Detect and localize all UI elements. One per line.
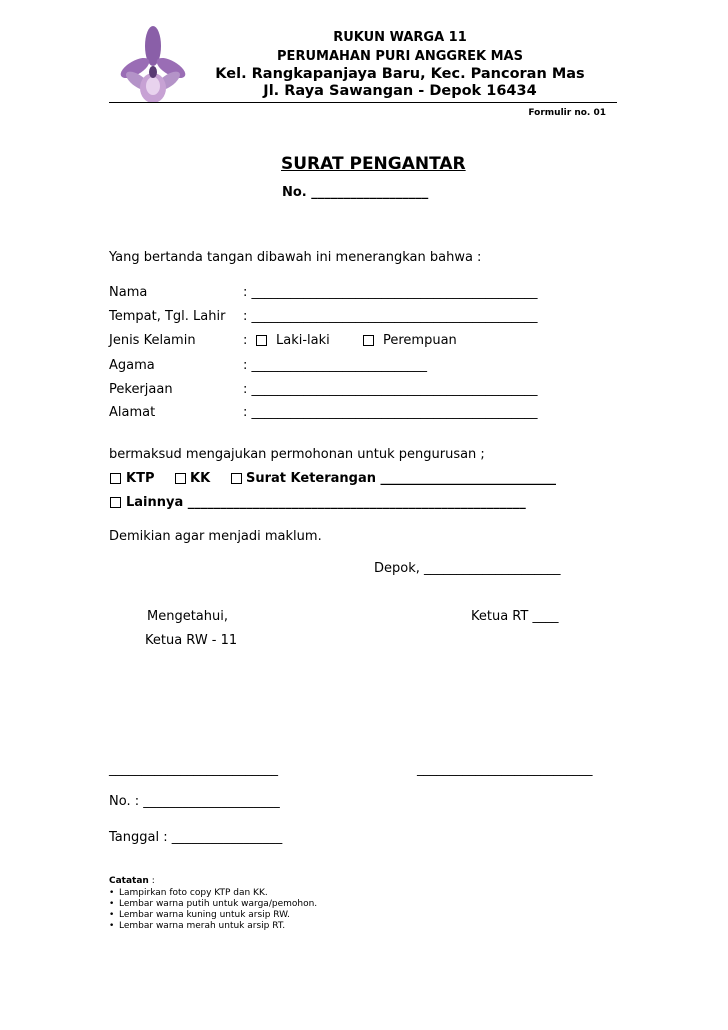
laki-laki-label: Laki-laki — [276, 333, 330, 348]
page-title: SURAT PENGANTAR — [281, 154, 466, 174]
tanggal-line: Tanggal : _________________ — [109, 830, 283, 845]
ketua-rw-label: Ketua RW - 11 — [145, 633, 238, 648]
notes-title: Catatan — [109, 876, 149, 886]
place-date-line: Depok, _____________________ — [374, 561, 561, 576]
pekerjaan-label: Pekerjaan — [109, 382, 173, 397]
ttl-label: Tempat, Tgl. Lahir — [109, 309, 226, 324]
kk-label: KK — [190, 471, 211, 486]
alamat-label: Alamat — [109, 405, 156, 420]
form-number: Formulir no. 01 — [528, 108, 606, 118]
notes-colon: : — [148, 876, 155, 886]
letter-number-line: No. __________________ — [282, 185, 429, 200]
rw-signature-line: __________________________ — [109, 762, 278, 777]
note-item: • Lembar warna merah untuk arsip RT. — [109, 921, 317, 932]
header-line3: Kel. Rangkapanjaya Baru, Kec. Pancoran Mas — [215, 66, 585, 82]
kk-checkbox[interactable] — [175, 473, 186, 484]
ktp-checkbox[interactable] — [110, 473, 121, 484]
notes-list — [109, 888, 317, 932]
note-item: • Lampirkan foto copy KTP dan KK. — [109, 888, 317, 899]
pekerjaan-field: : ____________________________________________ — [243, 382, 538, 397]
header-line4: Jl. Raya Sawangan - Depok 16434 — [263, 83, 537, 99]
nama-field: : ____________________________________________ — [243, 285, 538, 300]
surat-keterangan-label: Surat Keterangan ___________________________ — [246, 471, 557, 486]
rt-signature-line: ___________________________ — [417, 762, 593, 777]
mengetahui-label: Mengetahui, — [147, 609, 228, 624]
ttl-field: : ____________________________________________ — [243, 309, 538, 324]
agama-field: : ___________________________ — [243, 358, 428, 373]
purpose-text: bermaksud mengajukan permohonan untuk pengurusan ; — [109, 447, 485, 462]
alamat-field: : ____________________________________________ — [243, 405, 538, 420]
perempuan-checkbox[interactable] — [363, 335, 374, 346]
lainnya-checkbox[interactable] — [110, 497, 121, 508]
ketua-rt-label: Ketua RT ____ — [471, 609, 559, 624]
jk-label: Jenis Kelamin — [109, 333, 196, 348]
header-rule — [109, 102, 617, 103]
closing-text: Demikian agar menjadi maklum. — [109, 529, 322, 544]
ktp-label: KTP — [126, 471, 155, 486]
nama-label: Nama — [109, 285, 148, 300]
agama-label: Agama — [109, 358, 155, 373]
header-line1: RUKUN WARGA 11 — [333, 30, 467, 45]
no-line: No. : _____________________ — [109, 794, 280, 809]
notes-heading — [109, 876, 155, 886]
jk-separator: : — [243, 333, 248, 348]
orchid-logo — [118, 26, 188, 108]
note-item: • Lembar warna putih untuk warga/pemohon. — [109, 899, 317, 910]
perempuan-label: Perempuan — [383, 333, 457, 348]
intro-text: Yang bertanda tangan dibawah ini menerangkan bahwa : — [109, 250, 482, 265]
laki-laki-checkbox[interactable] — [256, 335, 267, 346]
lainnya-label: Lainnya ____________________________________________________ — [126, 495, 526, 510]
surat-keterangan-checkbox[interactable] — [231, 473, 242, 484]
header-line2: PERUMAHAN PURI ANGGREK MAS — [277, 49, 523, 64]
note-item: • Lembar warna kuning untuk arsip RW. — [109, 910, 317, 921]
